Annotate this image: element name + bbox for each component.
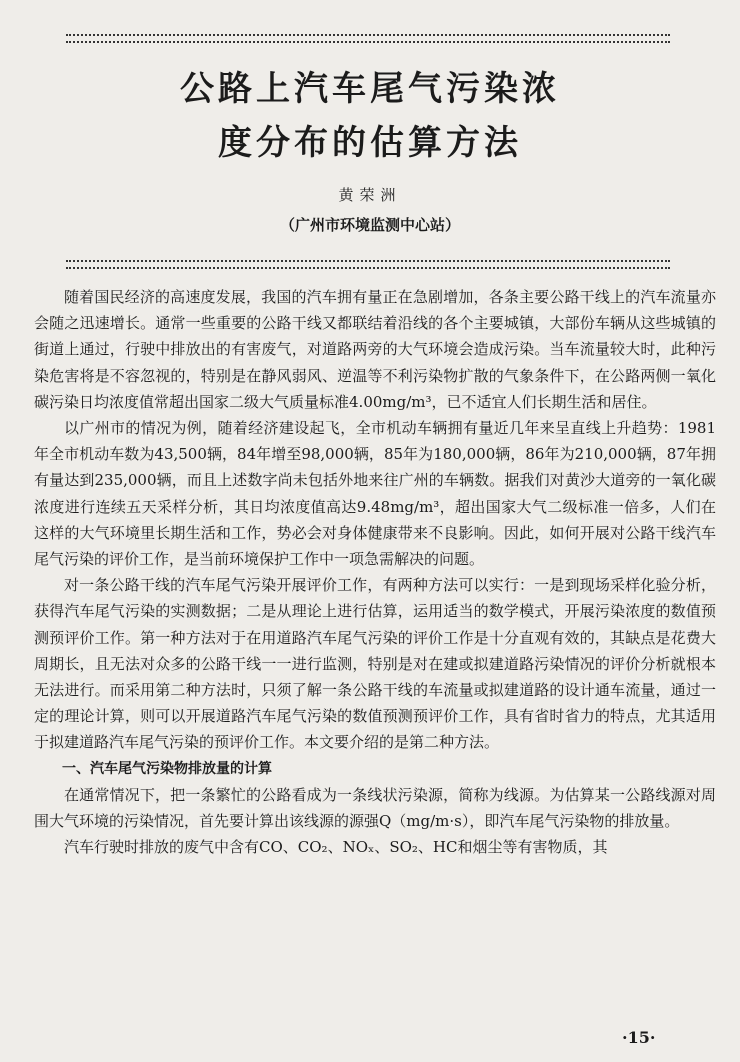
article-author: 黄荣洲 <box>338 186 402 204</box>
body-paragraph-1: 随着国民经济的高速度发展，我国的汽车拥有量正在急剧增加，各条主要公路干线上的汽车流量亦会随之迅速增长。通常一些重要的公路干线又都联结着沿线的各个主要城镇，大部份车辆从这些城镇的街道上通过，行驶中排放出的有害废气，对道路两旁的大气环境会造成污染。当车流量较大时，此种污染危害将是不容忽视的，特别是在静风弱风、逆温等不利污染物扩散的气象条件下，在公路两侧一氧化碳污染日均浓度值常超出国家二级大气质量标准4.00mg/m³，已不适宜人们长期生活和居住。 <box>34 288 716 411</box>
bleed-through-text <box>0 0 740 30</box>
section-heading: 一、汽车尾气污染物排放量的计算 <box>62 760 272 777</box>
page-number: ·15· <box>622 1028 656 1047</box>
section-paragraph-2: 汽车行驶时排放的废气中含有CO、CO₂、NOₓ、SO₂、HC和烟尘等有害物质，其 <box>64 838 608 857</box>
body-paragraph-3: 对一条公路干线的汽车尾气污染开展评价工作，有两种方法可以实行：一是到现场采样化验分析，获得汽车尾气污染的实测数据；二是从理论上进行估算，运用适当的数学模式，开展污染浓度的数值预测预评价工作。第一种方法对于在用道路汽车尾气污染的评价工作是十分直观有效的，其缺点是花费大周期长，且无法对众多的公路干线一一进行监测，特别是对在建或拟建道路污染情况的评价分析就根本无法进行。而采用第二种方法时，只须了解一条公路干线的车流量或拟建道路的设计通车流量，通过一定的理论计算，则可以开展道路汽车尾气污染的数值预测预评价工作，具有省时省力的特点，尤其适用于拟建道路汽车尾气污染的预评价工作。本文要介绍的是第二种方法。 <box>34 576 716 752</box>
section-paragraph-1: 在通常情况下，把一条繁忙的公路看成为一条线状污染源，简称为线源。为估算某一公路线源对周围大气环境的污染情况，首先要计算出该线源的源强Q（mg/m·s），即汽车尾气污染物的排放量。 <box>34 785 716 831</box>
article-title-line-2: 度分布的估算方法 <box>218 123 522 163</box>
article-title <box>100 62 640 170</box>
author-affiliation: （广州市环境监测中心站） <box>279 216 460 234</box>
bottom-ornamental-divider <box>66 260 670 269</box>
top-ornamental-divider <box>66 34 670 43</box>
article-title-line-1: 公路上汽车尾气污染浓 <box>180 69 560 109</box>
body-paragraph-2: 以广州市的情况为例，随着经济建设起飞，全市机动车辆拥有量近几年来呈直线上升趋势：1981年全市机动车数为43,500辆，84年增至98,000辆，85年为180,000辆，86年为210,000辆，87年拥有量达到235,000辆，而且上述数字尚未包括外地来往广州的车辆数。据我们对黄沙大道旁的一氧化碳浓度进行连续五天采样分析，其日均浓度值高达9.48mg/m³，超出国家大气二级标准一倍多，人们在这样的大气环境里长期生活和工作，势必会对身体健康带来不良影响。因此，如何开展对公路干线汽车尾气污染的评价工作，是当前环境保护工作中一项急需解决的问题。 <box>34 419 716 569</box>
article-body <box>34 284 716 860</box>
